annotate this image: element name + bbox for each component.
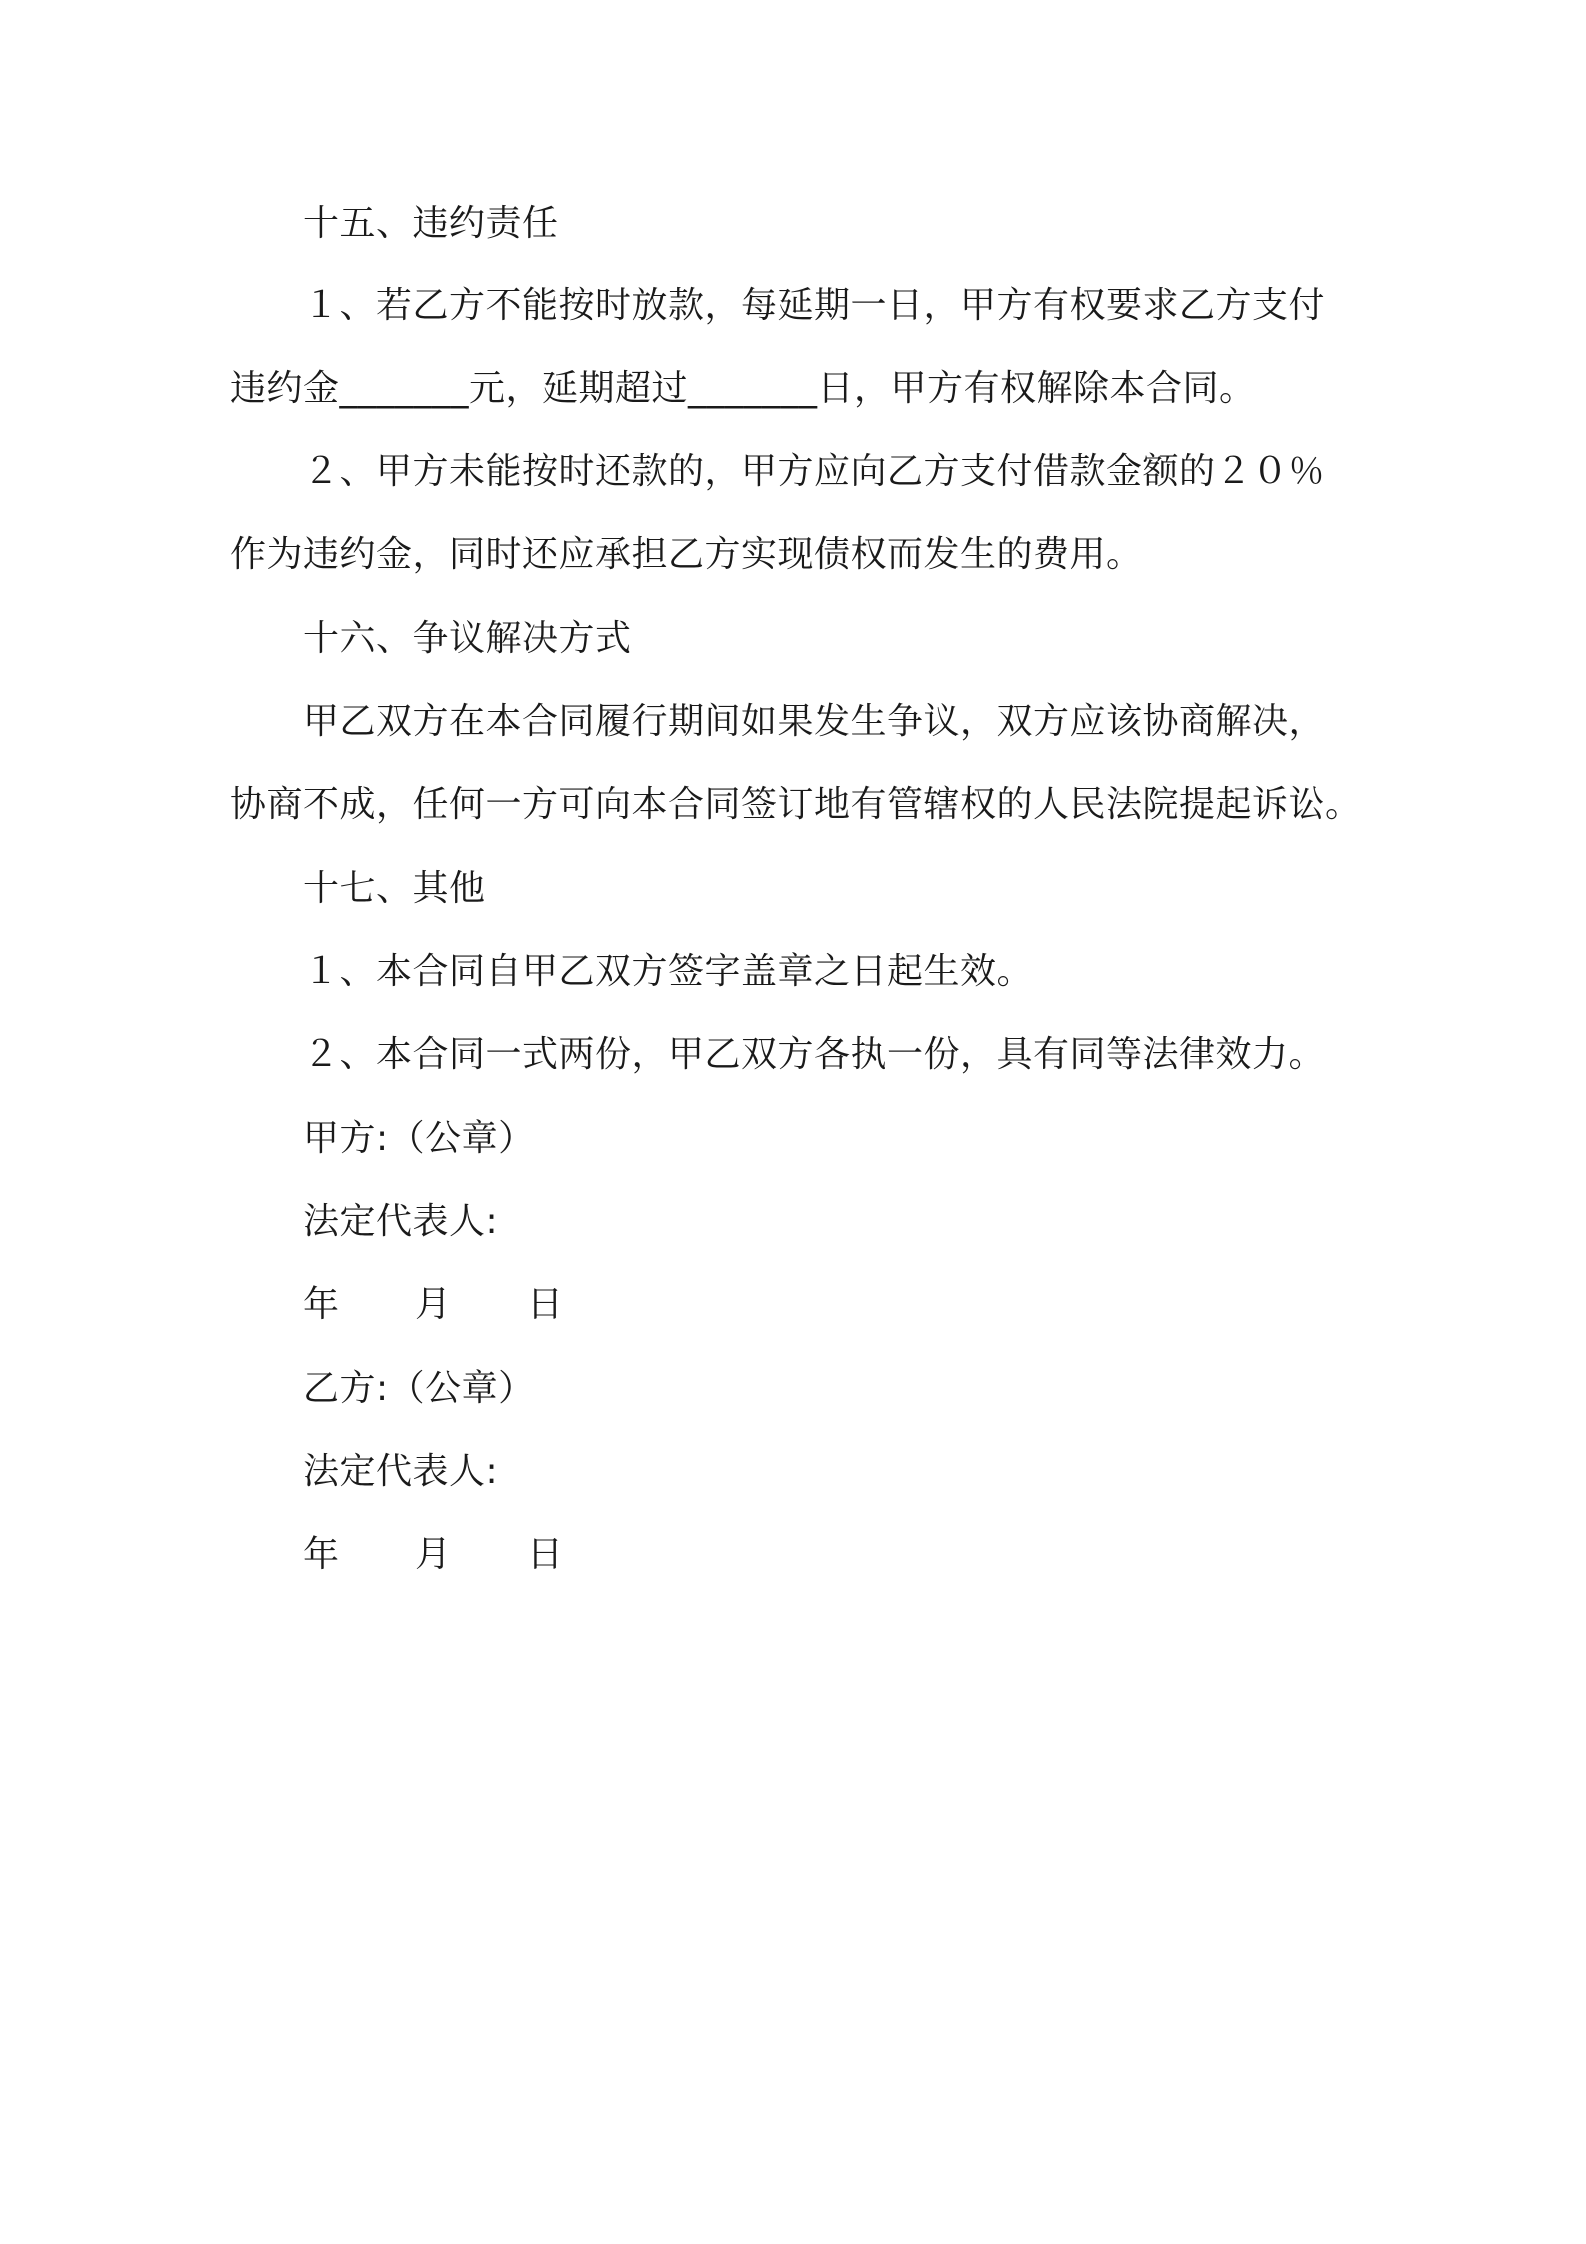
section-17-heading: 十七、其他 (303, 868, 486, 909)
party-a-date-day: 日 (527, 1284, 564, 1325)
party-b-representative: 法定代表人: (303, 1451, 499, 1492)
party-b-date-day: 日 (527, 1534, 564, 1575)
section-16-paragraph-line-2: 协商不成，任何一方可向本合同签订地有管辖权的人民法院提起诉讼。 (230, 784, 1362, 825)
section-16-heading: 十六、争议解决方式 (303, 618, 632, 659)
party-b-date-month: 月 (415, 1534, 452, 1575)
section-15-item-1-line-1: １、若乙方不能按时放款，每延期一日，甲方有权要求乙方支付 (303, 285, 1326, 326)
party-a-seal: 甲方:（公章） (303, 1118, 535, 1159)
party-a-date-month: 月 (415, 1284, 452, 1325)
party-b-date (303, 1533, 564, 1577)
party-a-date (303, 1283, 564, 1327)
party-a-date-year: 年 (303, 1284, 340, 1325)
section-15-item-2-line-1: ２、甲方未能按时还款的，甲方应向乙方支付借款金额的２０％ (303, 451, 1326, 492)
section-16-paragraph-line-1: 甲乙双方在本合同履行期间如果发生争议，双方应该协商解决， (303, 701, 1326, 742)
party-b-date-year: 年 (303, 1534, 340, 1575)
section-17-item-2: ２、本合同一式两份，甲乙双方各执一份，具有同等法律效力。 (303, 1034, 1326, 1075)
section-15-heading: 十五、违约责任 (303, 203, 559, 244)
section-15-item-2-line-2: 作为违约金，同时还应承担乙方实现债权而发生的费用。 (230, 534, 1143, 575)
section-17-item-1: １、本合同自甲乙双方签字盖章之日起生效。 (303, 951, 1034, 992)
party-b-seal: 乙方:（公章） (303, 1368, 535, 1409)
party-a-representative: 法定代表人: (303, 1201, 499, 1242)
section-15-item-1-line-2: 违约金_______元，延期超过_______日，甲方有权解除本合同。 (230, 368, 1256, 409)
